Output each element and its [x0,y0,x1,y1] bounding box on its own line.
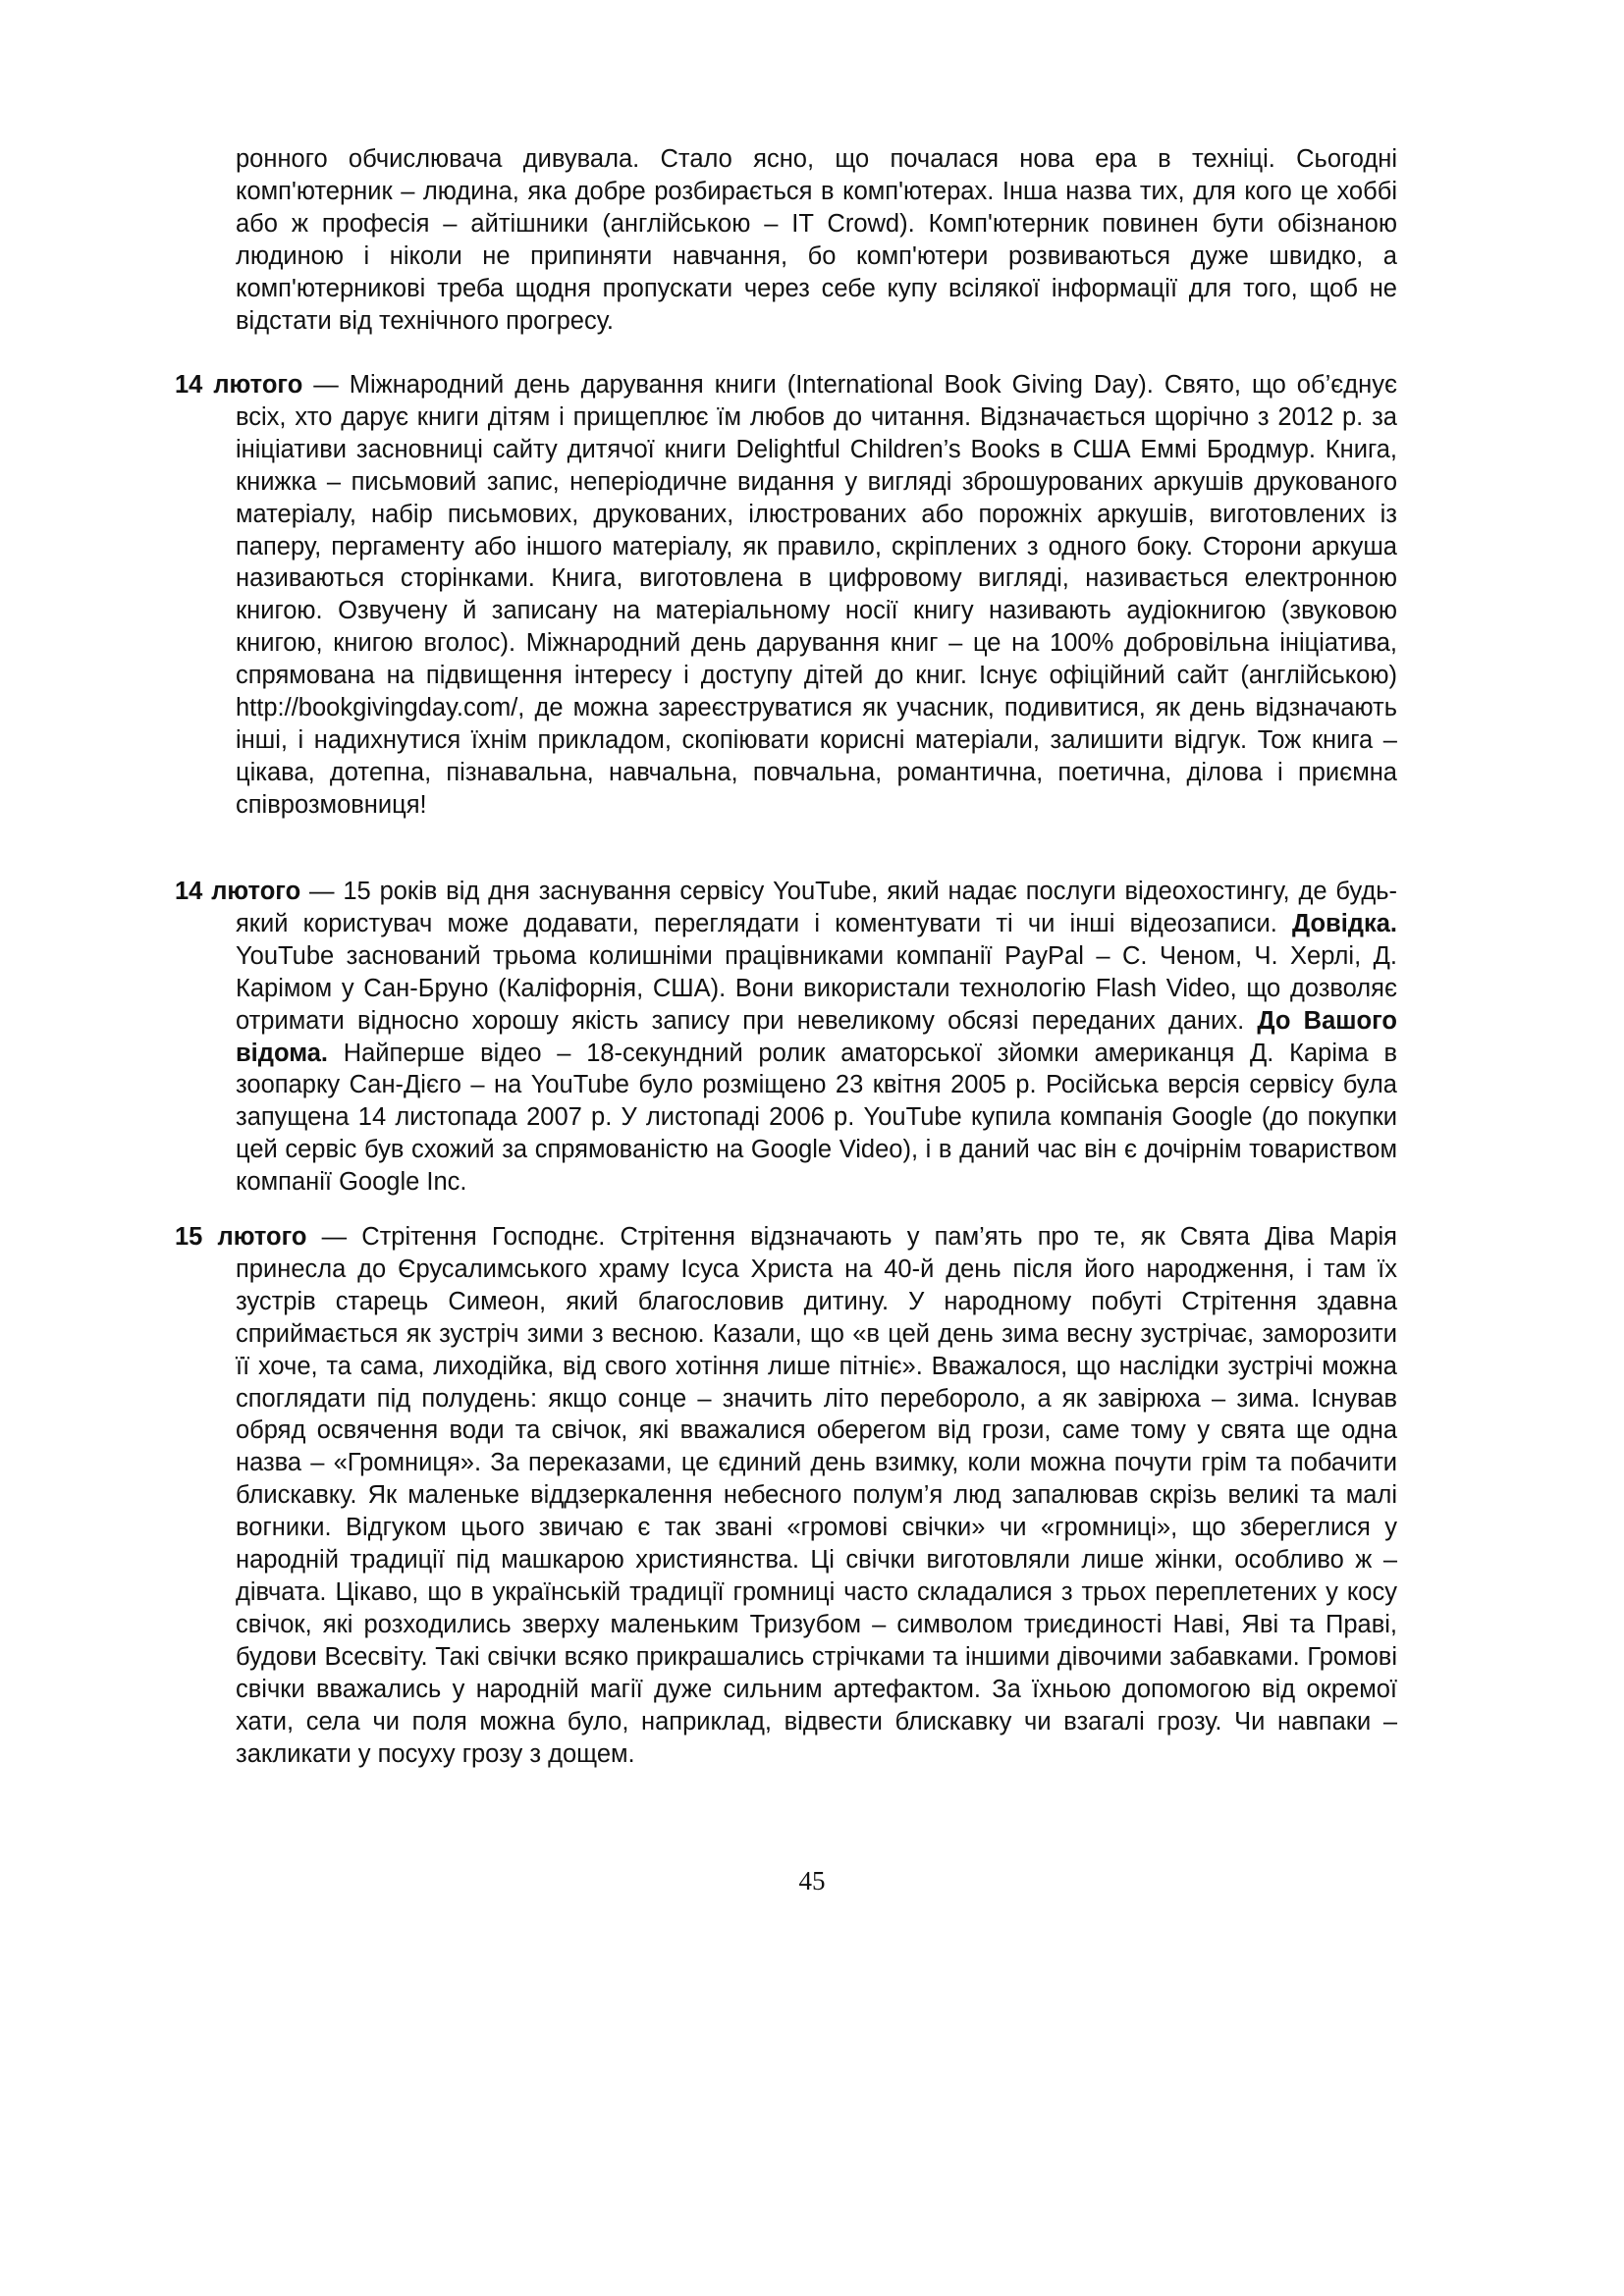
intro-paragraph: ронного обчислювача дивувала. Стало ясно, що почалася нова ера в техніці. Сьогодні комп'ютерник – людина, яка добре розбирається в комп'ютерах. Інша назва тих, для кого це хоббі або ж професія – айтішники (англійською – IT Crowd). Комп'ютерник повинен бути обізнаною людиною і ніколи не припиняти навчання, бо комп'ютери розвиваються дуже швидко, а комп'ютерникові треба щодня пропускати через себе купу всілякої інформації для того, щоб не відстати від технічного прогресу. [236,145,1397,335]
entry-text: Найперше відео – 18-секундний ролик аматорської зйомки американця Д. Каріма в зоопарку Сан-Дієго – на YouTube було розміщено 23 квітня 2005 р. Російська версія сервісу була запущена 14 листопада 2007 р. У листопаді 2006 р. YouTube купила компанія Google (до покупки цей сервіс був схожий за спрямованістю на Google Video), і в даний час він є дочірнім товариством компанії Google Inc. [236,1039,1397,1197]
entry-candlemas [175,1221,1397,1770]
entry-date: 15 лютого [175,1223,307,1251]
entry-date: 14 лютого [175,878,301,905]
entry-text: — 15 років від дня заснування сервісу YouTube, який надає послуги відеохостингу, де будь-який користувач може додавати, переглядати і коментувати ті чи інші відеозаписи. [236,878,1398,937]
entry-term-note: До Вашого відома. [236,1006,1397,1067]
entry-term-reference: Довідка. [1291,909,1397,937]
entry-youtube [175,876,1397,1199]
entry-book-giving-day [175,369,1397,822]
entry-text: — Міжнародний день дарування книги (International Book Giving Day). Свято, що об’єднує всіх, хто дарує книги дітям і прищеплює їм любов до читання. Відзначається щорічно з 2012 р. за ініціативи засновниці сайту дитячої книги Delightful Children’s Books в США Еммі Бродмур. Книга, книжка – письмовий запис, неперіодичне видання у вигляді зброшурованих аркушів друкованого матеріалу, набір письмових, друкованих, ілюстрованих або порожніх аркушів, виготовлених із паперу, пергаменту або іншого матеріалу, як правило, скріплених з одного боку. Сторони аркуша називаються сторінками. Книга, виготовлена в цифровому вигляді, називається електронною книгою. Озвучену й записану на матеріальному носії книгу називають аудіокнигою (звуковою книгою, книгою вголос). Міжнародний день дарування книг – це на 100% добровільна ініціатива, спрямована на підвищення інтересу і доступу дітей до книг. Існує офіційний сайт (англійською) http://bookgivingday.com/, де можна зареєструватися як учасник, подивитися, як день відзначають інші, і надихнутися їхнім прикладом, скопіювати корисні матеріали, залишити відгук. Тож книга – цікава, дотепна, пізнавальна, навчальна, повчальна, романтична, поетична, ділова і приємна співрозмовниця! [236,371,1397,819]
entry-text: — Стрітення Господнє. Стрітення відзначають у пам’ять про те, як Свята Діва Марія принесла до Єрусалимського храму Ісуса Христа на 40-й день після його народження, і там їх зустрів старець Симеон, який благословив дитину. У народному побуті Стрітення здавна сприймається як зустріч зими з весною. Казали, що «в цей день зима весну зустрічає, заморозити її хоче, та сама, лиходійка, від свого хотіння лише пітніє». Вважалося, що наслідки зустрічі можна споглядати під полудень: якщо сонце – значить літо перебороло, а як завірюха – зима. Існував обряд освячення води та свічок, які вважалися оберегом від грози, саме тому у свята ще одна назва – «Громниця». За переказами, це єдиний день взимку, коли можна почути грім та побачити блискавку. Як маленьке віддзеркалення небесного полум’я люд запалював скрізь великі та малі вогники. Відгуком цього звичаю є так звані «громові свічки» чи «громниці», що збереглися у народній традиції під машкарою християнства. Ці свічки виготовляли лише жінки, особливо ж – дівчата. Цікаво, що в українській традиції громниці часто складалися з трьох переплетених у косу свічок, які розходились зверху маленьким Тризубом – символом триєдиності Наві, Яві та Праві, будови Всесвіту. Такі свічки всяко прикрашались стрічками та іншими дівочими забавками. Громові свічки вважались у народній магії дуже сильним артефактом. За їхньою допомогою від окремої хати, села чи поля можна було, наприклад, відвести блискавку чи взагалі грозу. Чи навпаки – закликати у посуху грозу з дощем. [236,1223,1397,1768]
entry-text: YouTube заснований трьома колишніми працівниками компанії PayPal – С. Ченом, Ч. Херлі, Д. Карімом у Сан-Бруно (Каліфорнія, США). Вони використали технологію Flash Video, що дозволяє отримати відносно хорошу якість запису при невеликому обсязі переданих даних. [236,941,1397,1035]
page-number: 45 [798,1866,826,1896]
entry-date: 14 лютого [175,371,303,399]
